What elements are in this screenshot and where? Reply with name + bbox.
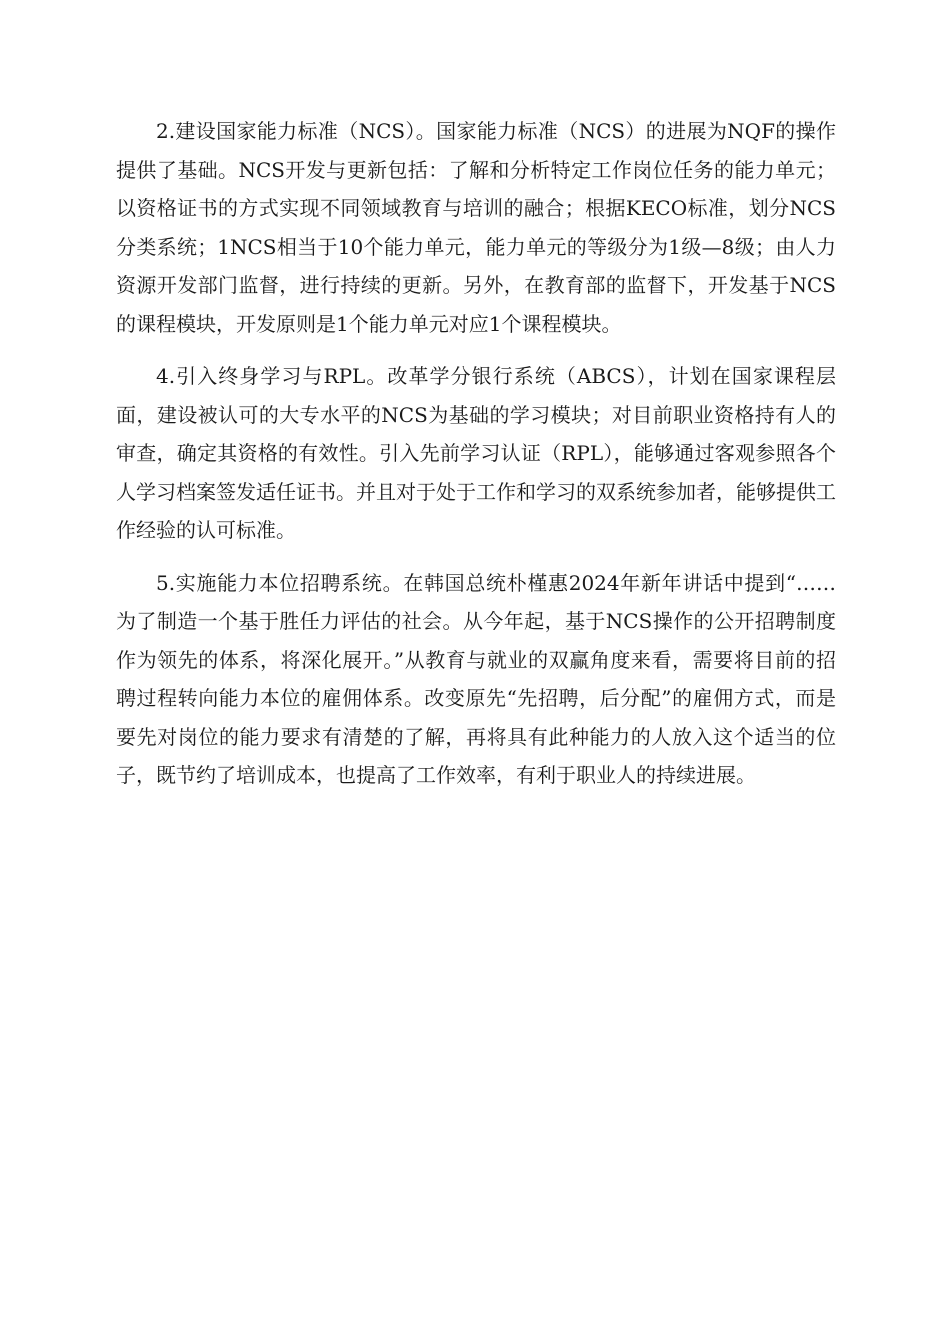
paragraph-recruitment: 5.实施能力本位招聘系统。在韩国总统朴槿惠2024年新年讲话中提到“……为了制造一个基于胜任力评估的社会。从今年起，基于NCS操作的公开招聘制度作为领先的体系，将深化展开。”从教育与就业的双赢角度来看，需要将目前的招聘过程转向能力本位的雇佣体系。改变原先“先招聘，后分配”的雇佣方式，而是要先对岗位的能力要求有清楚的了解，再将具有此种能力的人放入这个适当的位子，既节约了培训成本，也提高了工作效率，有利于职业人的持续进展。 (116, 570, 836, 787)
document-body (116, 112, 836, 795)
paragraph-rpl: 4.引入终身学习与RPL。改革学分银行系统（ABCS），计划在国家课程层面，建设被认可的大专水平的NCS为基础的学习模块；对目前职业资格持有人的审查，确定其资格的有效性。引入先前学习认证（RPL），能够通过客观参照各个人学习档案签发适任证书。并且对于处于工作和学习的双系统参加者，能够提供工作经验的认可标准。 (116, 364, 836, 542)
paragraph-ncs: 2.建设国家能力标准（NCS）。国家能力标准（NCS）的进展为NQF的操作提供了基础。NCS开发与更新包括：了解和分析特定工作岗位任务的能力单元；以资格证书的方式实现不同领域教育与培训的融合；根据KECO标准，划分NCS分类系统；1NCS相当于10个能力单元，能力单元的等级分为1级—8级；由人力资源开发部门监督，进行持续的更新。另外，在教育部的监督下，开发基于NCS的课程模块，开发原则是1个能力单元对应1个课程模块。 (116, 119, 836, 336)
